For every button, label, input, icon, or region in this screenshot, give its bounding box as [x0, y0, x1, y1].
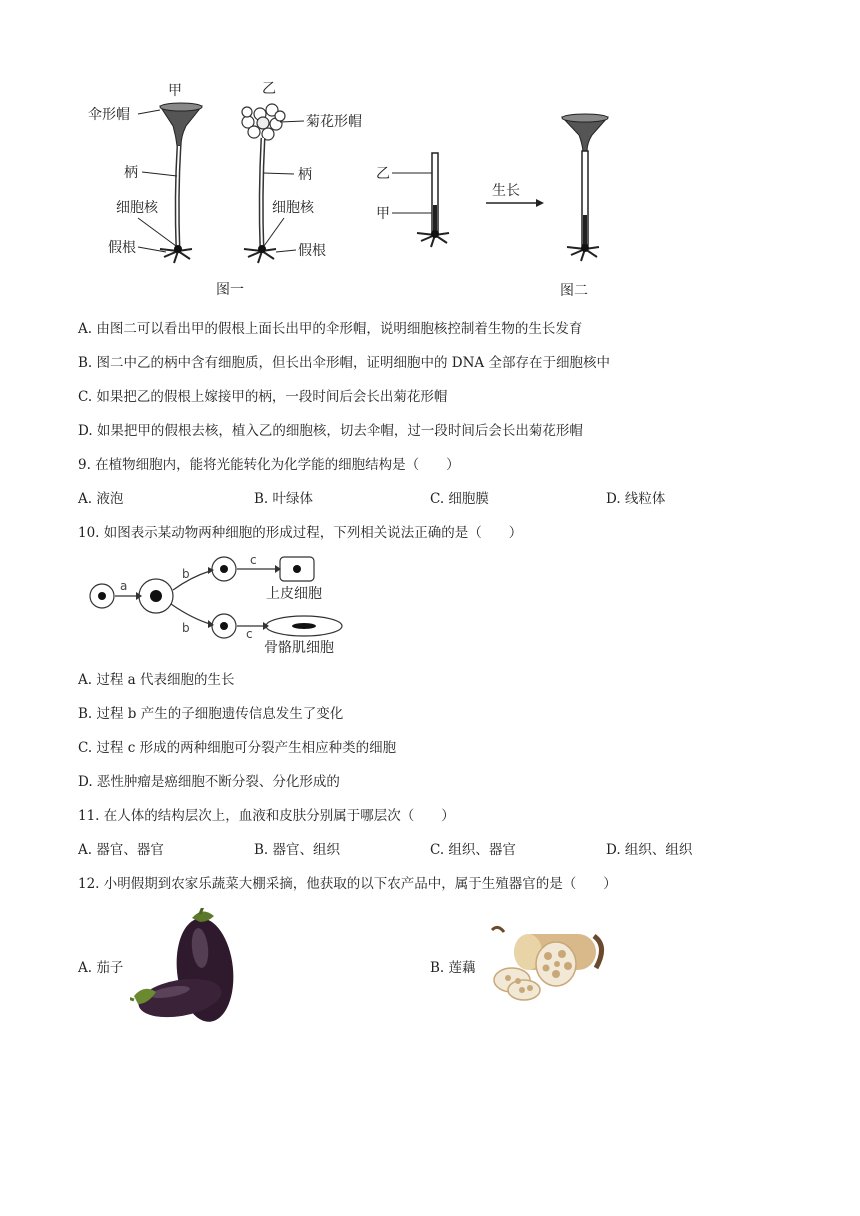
q9-option-a: A. 液泡 — [78, 491, 124, 507]
q12-option-a: A. 茄子 — [78, 960, 124, 976]
q10-option-a: A. 过程 a 代表细胞的生长 — [78, 672, 235, 688]
label-umbrella-cap: 伞形帽 — [88, 107, 130, 123]
label-epithelial-cell: 上皮细胞 — [266, 586, 322, 602]
label-yi-fig2: 乙 — [376, 166, 390, 182]
caption-figure2: 图二 — [560, 283, 588, 299]
label-process-b-bottom: b — [182, 621, 190, 635]
q10-option-d: D. 恶性肿瘤是癌细胞不断分裂、分化形成的 — [78, 774, 340, 790]
q12-option-b: B. 莲藕 — [430, 960, 476, 976]
label-chrysanthemum-cap: 菊花形帽 — [306, 114, 362, 130]
q8-option-a: A. 由图二可以看出甲的假根上面长出甲的伞形帽，说明细胞核控制着生物的生长发育 — [78, 321, 583, 337]
q9-stem: 9. 在植物细胞内，能将光能转化为化学能的细胞结构是（ ） — [78, 457, 460, 473]
q10-stem: 10. 如图表示某动物两种细胞的形成过程，下列相关说法正确的是（ ） — [78, 525, 523, 541]
q8-option-d: D. 如果把甲的假根去核，植入乙的细胞核，切去伞帽，过一段时间后会长出菊花形帽 — [78, 423, 583, 439]
q9-option-c: C. 细胞膜 — [430, 491, 489, 507]
q9-option-b: B. 叶绿体 — [254, 491, 314, 507]
arrow-text-grow: 生长 — [492, 183, 520, 199]
label-process-c-top: c — [250, 553, 257, 567]
label-skeletal-muscle-cell: 骨骼肌细胞 — [264, 640, 334, 656]
label-rhizoid-right: 假根 — [298, 243, 326, 259]
q9-option-d: D. 线粒体 — [606, 491, 666, 507]
label-stalk-left: 柄 — [124, 165, 138, 181]
label-stalk-right: 柄 — [298, 167, 312, 183]
eggplant-image — [130, 908, 255, 1026]
q11-option-a: A. 器官、器官 — [78, 842, 164, 858]
label-jia-fig2: 甲 — [376, 206, 390, 222]
figure-acetabularia-2 — [370, 105, 630, 305]
q11-stem: 11. 在人体的结构层次上，血液和皮肤分别属于哪层次（ ） — [78, 808, 455, 824]
figure-acetabularia-1 — [80, 76, 380, 306]
caption-figure1: 图一 — [216, 282, 244, 298]
label-jia: 甲 — [168, 83, 182, 99]
q11-option-d: D. 组织、组织 — [606, 842, 693, 858]
q11-option-b: B. 器官、组织 — [254, 842, 341, 858]
figure-cell-differentiation — [86, 552, 366, 658]
label-nucleus-left: 细胞核 — [116, 200, 158, 216]
label-process-a: a — [120, 579, 128, 593]
label-process-b-top: b — [182, 567, 190, 581]
q10-option-b: B. 过程 b 产生的子细胞遗传信息发生了变化 — [78, 706, 344, 722]
q11-option-c: C. 组织、器官 — [430, 842, 516, 858]
q8-option-b: B. 图二中乙的柄中含有细胞质，但长出伞形帽，证明细胞中的 DNA 全部存在于细胞核中 — [78, 355, 610, 371]
q8-option-c: C. 如果把乙的假根上嫁接甲的柄，一段时间后会长出菊花形帽 — [78, 389, 448, 405]
label-nucleus-right: 细胞核 — [272, 200, 314, 216]
label-process-c-bottom: c — [246, 627, 253, 641]
lotus-root-image — [484, 924, 609, 1006]
label-yi: 乙 — [262, 81, 276, 97]
label-rhizoid-left: 假根 — [108, 240, 136, 256]
q12-stem: 12. 小明假期到农家乐蔬菜大棚采摘，他获取的以下农产品中，属于生殖器官的是（ ） — [78, 876, 617, 892]
q10-option-c: C. 过程 c 形成的两种细胞可分裂产生相应种类的细胞 — [78, 740, 397, 756]
